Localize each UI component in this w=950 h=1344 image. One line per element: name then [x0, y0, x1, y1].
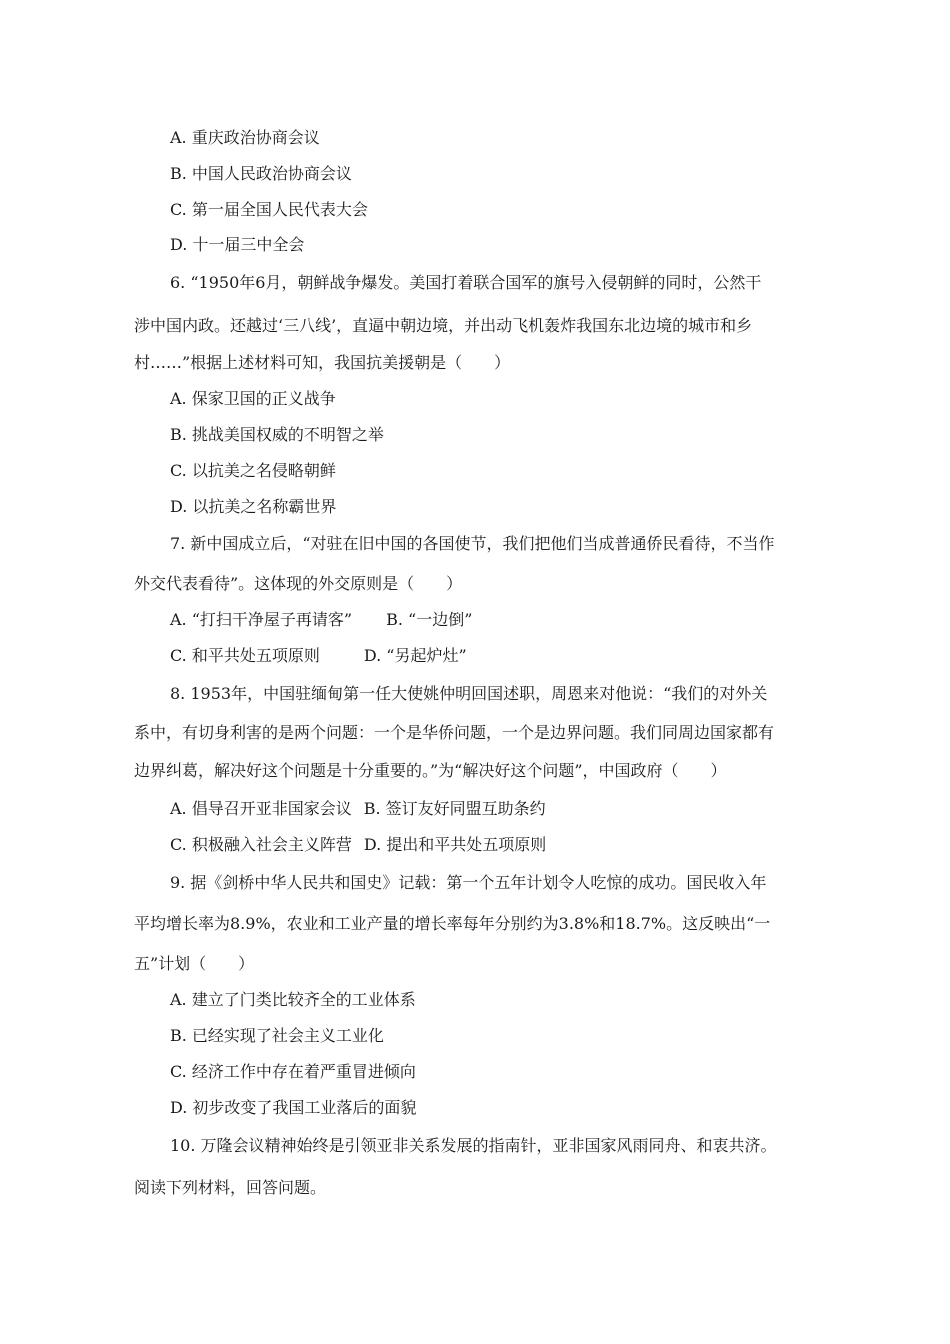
- q8-options-row-2: [170, 835, 546, 855]
- q9-stem-line-3: 五”计划（ ）: [134, 954, 255, 973]
- q8-stem-line-2: 系中，有切身利害的是两个问题：一个是华侨问题，一个是边界问题。我们同周边国家都有: [134, 723, 775, 742]
- q9-option-d: D. 初步改变了我国工业落后的面貌: [170, 1098, 417, 1117]
- q9-option-a: A. 建立了门类比较齐全的工业体系: [170, 990, 416, 1009]
- q6-option-b: B. 挑战美国权威的不明智之举: [170, 425, 384, 444]
- q8-stem-line-3: 边界纠葛，解决好这个问题是十分重要的。”为“解决好这个问题”，中国政府（ ）: [134, 761, 727, 780]
- q9-option-c: C. 经济工作中存在着严重冒进倾向: [170, 1062, 416, 1081]
- q6-stem-line-3: 村……”根据上述材料可知，我国抗美援朝是（ ）: [134, 353, 511, 372]
- q6-option-c: C. 以抗美之名侵略朝鲜: [170, 461, 336, 480]
- q5-option-d: D. 十一届三中全会: [170, 235, 305, 254]
- q6-stem-line-1: 6. “1950年6月，朝鲜战争爆发。美国打着联合国军的旗号入侵朝鲜的同时，公然干: [170, 273, 762, 292]
- q10-stem-line-2: 阅读下列材料，回答问题。: [134, 1178, 327, 1197]
- q7-options-row-2: [170, 646, 467, 666]
- q5-option-c: C. 第一届全国人民代表大会: [170, 200, 368, 219]
- q8-option-c: C. 积极融入社会主义阵营: [170, 835, 352, 854]
- q8-option-a: A. 倡导召开亚非国家会议: [170, 799, 352, 818]
- q9-option-b: B. 已经实现了社会主义工业化: [170, 1026, 384, 1045]
- q6-stem-line-2: 涉中国内政。还越过‘三八线’，直逼中朝边境，并出动飞机轰炸我国东北边境的城市和乡: [134, 316, 753, 335]
- q7-option-d: D. “另起炉灶”: [363, 646, 467, 665]
- q7-option-a: A. “打扫干净屋子再请客”: [170, 610, 353, 629]
- q7-stem-line-1: 7. 新中国成立后，“对驻在旧中国的各国使节，我们把他们当成普通侨民看待，不当作: [170, 534, 775, 553]
- q10-stem-line-1: 10. 万隆会议精神始终是引领亚非关系发展的指南针，亚非国家风雨同舟、和衷共济。: [170, 1136, 777, 1155]
- q8-options-row-1: [170, 799, 546, 819]
- q8-option-b: B. 签订友好同盟互助条约: [363, 799, 546, 818]
- q8-option-d: D. 提出和平共处五项原则: [363, 835, 547, 854]
- q7-options-row-1: [170, 610, 472, 630]
- q5-option-b: B. 中国人民政治协商会议: [170, 164, 352, 183]
- q7-option-c: C. 和平共处五项原则: [170, 646, 320, 665]
- q6-option-d: D. 以抗美之名称霸世界: [170, 497, 337, 516]
- q7-stem-line-2: 外交代表看待”。这体现的外交原则是（ ）: [134, 574, 463, 593]
- q9-stem-line-1: 9. 据《剑桥中华人民共和国史》记载：第一个五年计划令人吃惊的成功。国民收入年: [170, 873, 767, 892]
- q6-option-a: A. 保家卫国的正义战争: [170, 389, 336, 408]
- q7-option-b: B. “一边倒”: [386, 610, 473, 629]
- q5-option-a: A. 重庆政治协商会议: [170, 128, 320, 147]
- q9-stem-line-2: 平均增长率为8.9%，农业和工业产量的增长率每年分别约为3.8%和18.7%。这反映出“一: [134, 914, 771, 933]
- q8-stem-line-1: 8. 1953年，中国驻缅甸第一任大使姚仲明回国述职，周恩来对他说：“我们的对外关: [170, 684, 768, 703]
